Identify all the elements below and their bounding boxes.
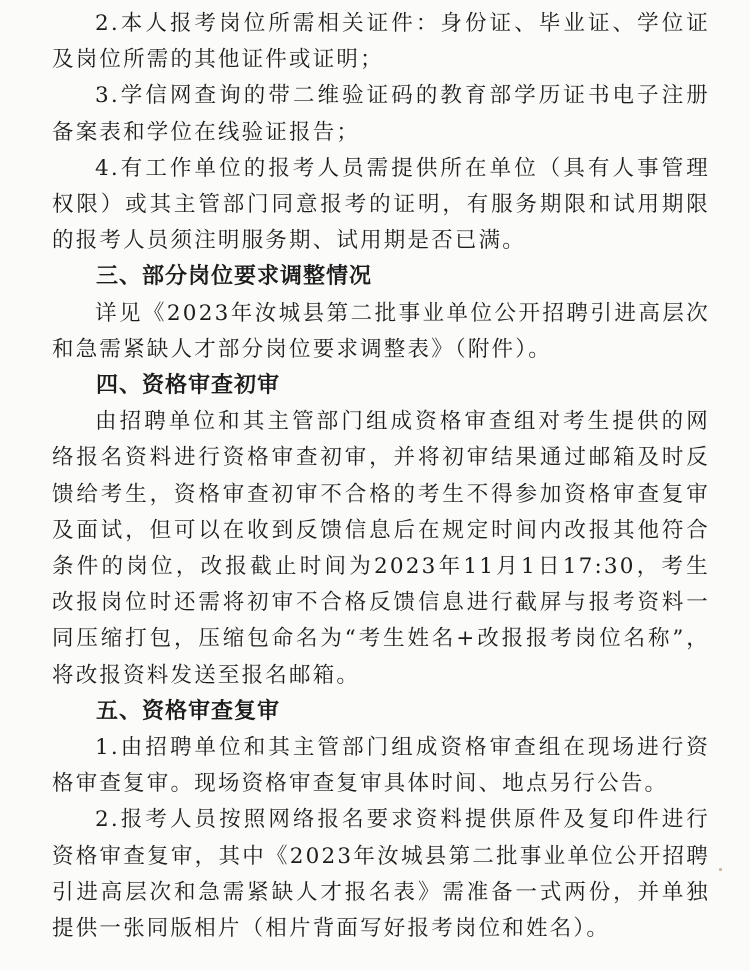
section-heading-3: 三、部分岗位要求调整情况 xyxy=(96,264,373,290)
paragraph-item-2: 2.本人报考岗位所需相关证件：身份证、毕业证、学位证及岗位所需的其他证件或证明； xyxy=(52,11,710,73)
section-heading-4: 四、资格审查初审 xyxy=(96,373,281,399)
paragraph-attachment-reference: 详见《2023年汝城县第二批事业单位公开招聘引进高层次和急需紧缺人才部分岗位要求调整表》（附件）。 xyxy=(52,300,710,362)
paragraph-review-1: 1.由招聘单位和其主管部门组成资格审查组在现场进行资格审查复审。现场资格审查复审具体时间、地点另行公告。 xyxy=(52,735,710,797)
paragraph-item-3: 3.学信网查询的带二维验证码的教育部学历证书电子注册备案表和学位在线验证报告； xyxy=(52,83,710,145)
paragraph-item-4: 4.有工作单位的报考人员需提供所在单位（具有人事管理权限）或其主管部门同意报考的证明，有服务期限和试用期限的报考人员须注明服务期、试用期是否已满。 xyxy=(52,155,710,254)
scan-speck xyxy=(719,868,722,871)
paragraph-review-2: 2.报考人员按照网络报名要求资料提供原件及复印件进行资格审查复审，其中《2023年汝城县第二批事业单位公开招聘引进高层次和急需紧缺人才报名表》需准备一式两份，并单独提供一张同版相片（相片背面写好报考岗位和姓名）。 xyxy=(52,807,710,942)
section-heading-5: 五、资格审查复审 xyxy=(96,698,281,724)
paragraph-initial-review: 由招聘单位和其主管部门组成资格审查组对考生提供的网络报名资料进行资格审查初审，并将初审结果通过邮箱及时反馈给考生，资格审查初审不合格的考生不得参加资格审查复审及面试，但可以在收到反馈信息后在规定时间内改报其他符合条件的岗位，改报截止时间为2023年11月1日17:30，考生改报岗位时还需将初审不合格反馈信息进行截屏与报考资料一同压缩打包，压缩包命名为“考生姓名+改报报考岗位名称”，将改报资料发送至报名邮箱。 xyxy=(52,409,710,688)
